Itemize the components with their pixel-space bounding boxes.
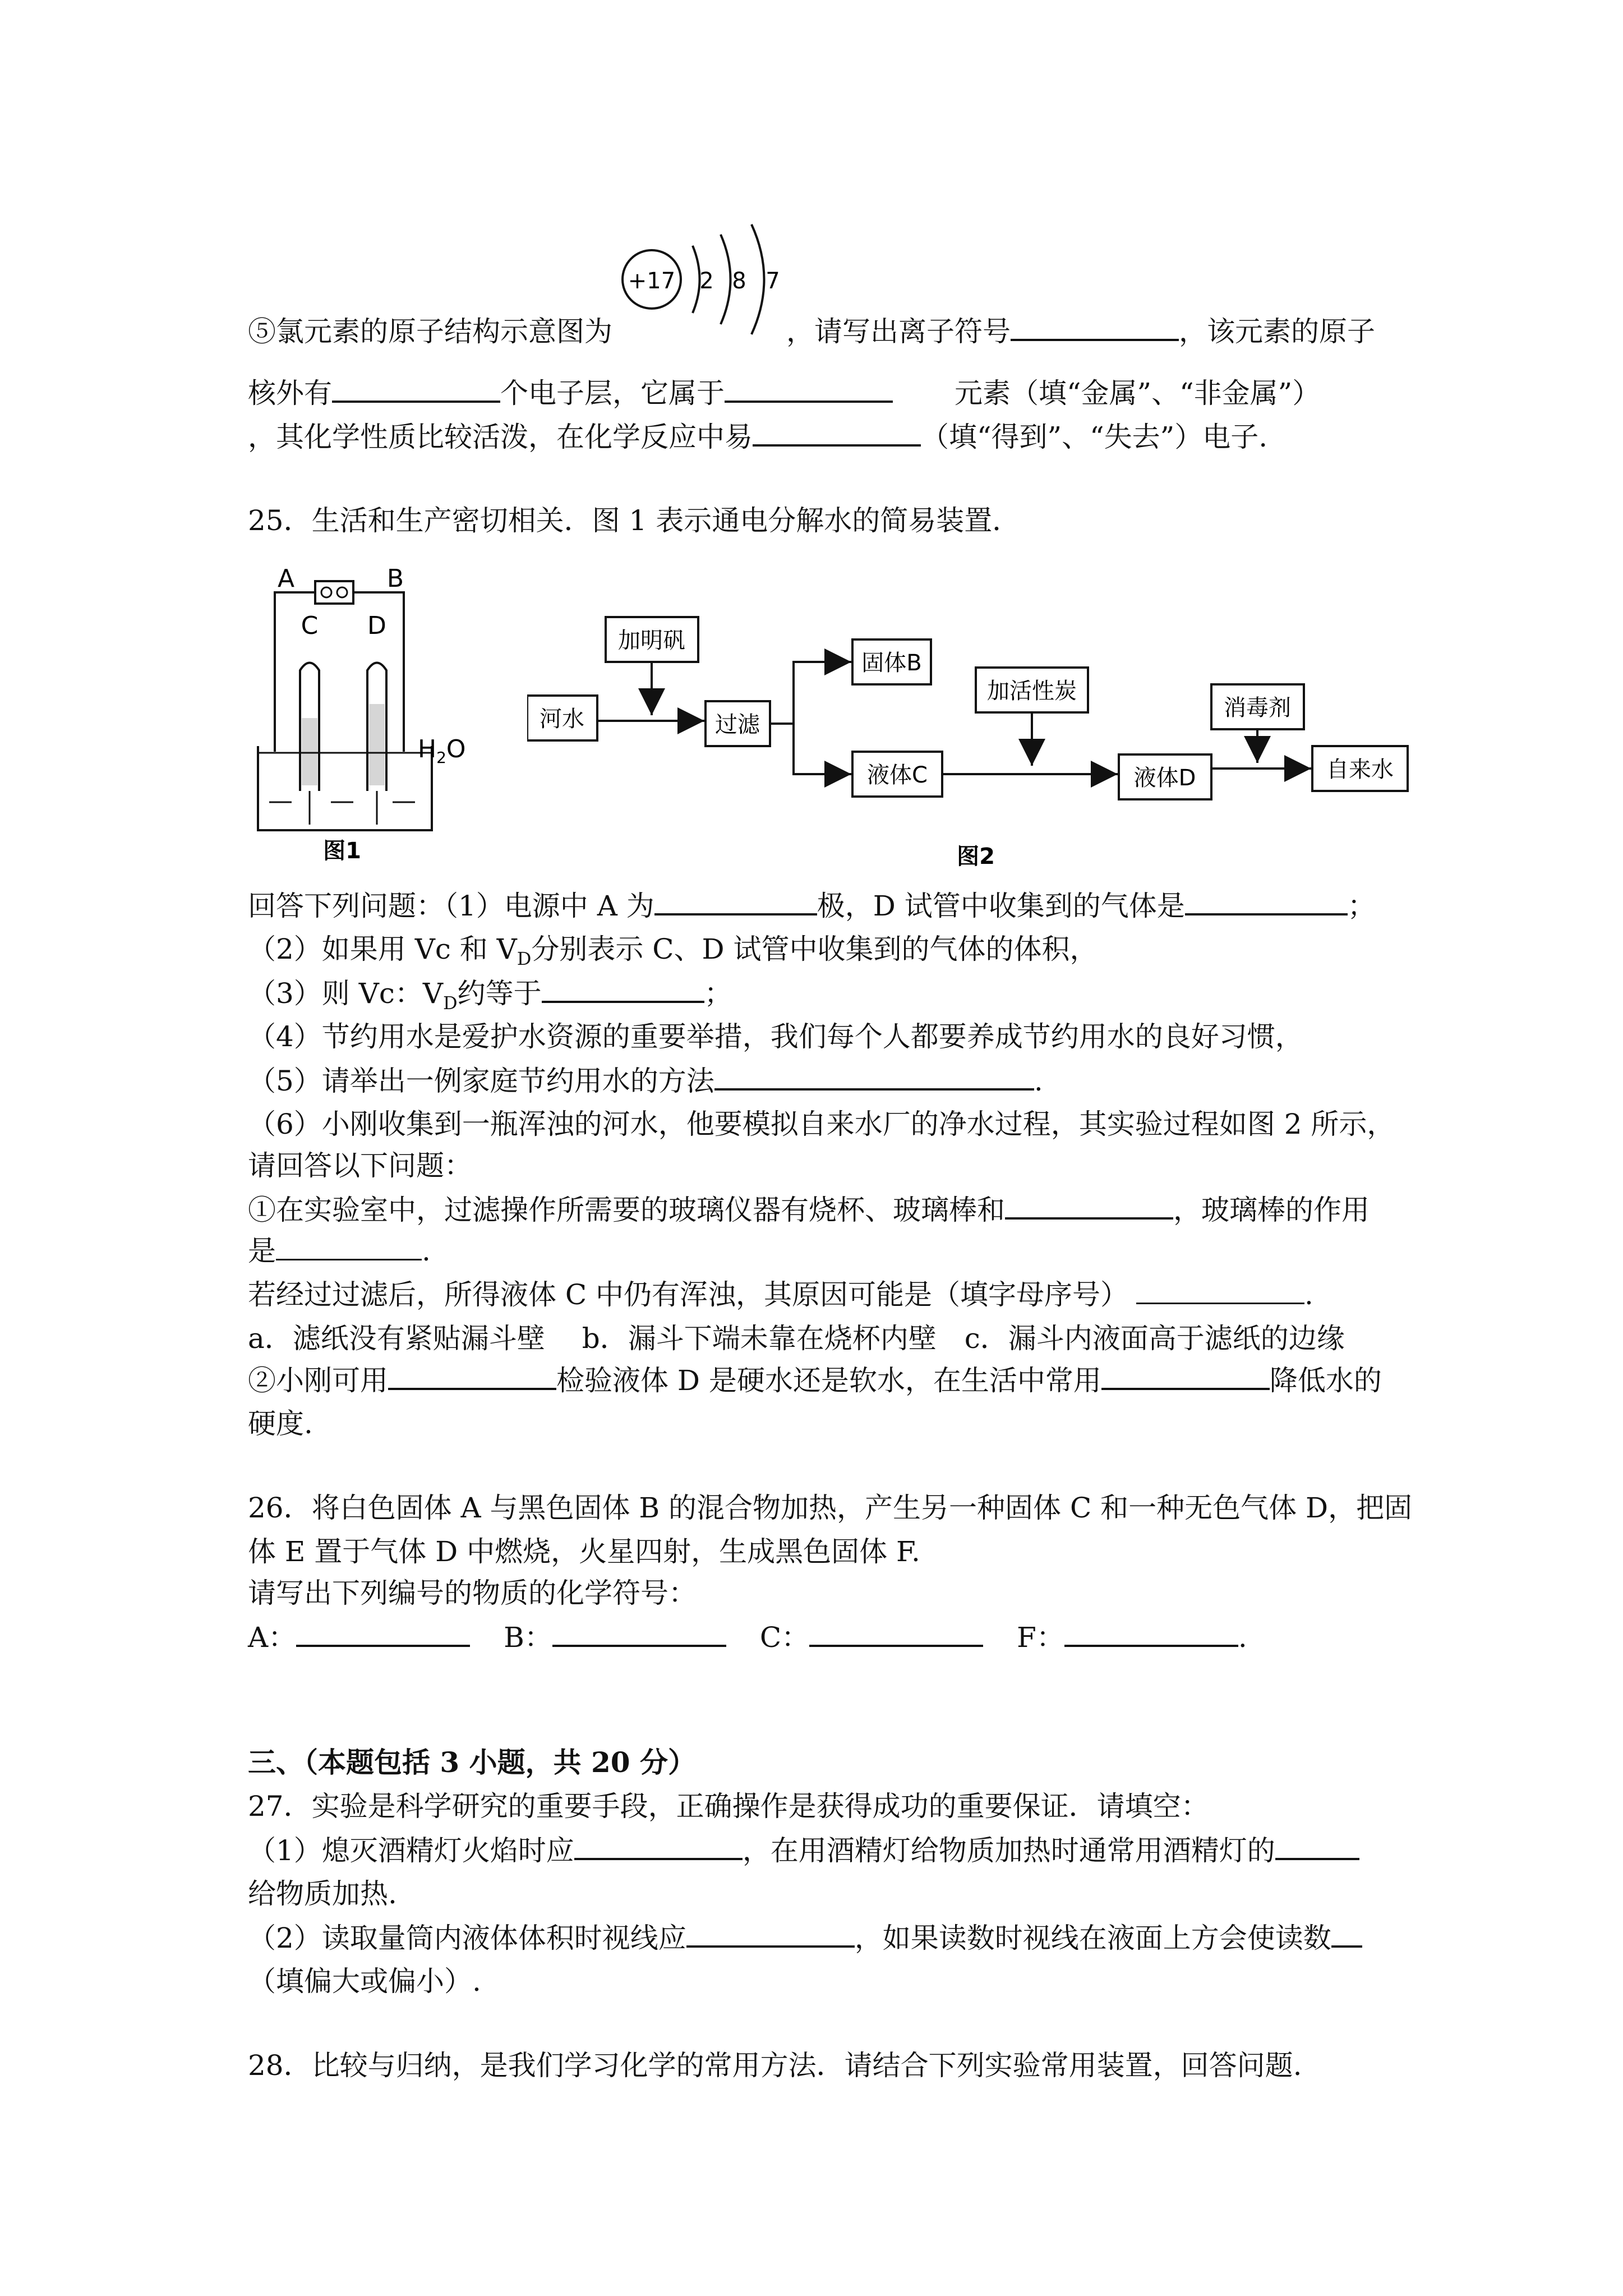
blank-sight-line[interactable] bbox=[686, 1920, 855, 1948]
label-c: C bbox=[301, 611, 319, 640]
q25-sub1-line-1: ①在实验室中，过滤操作所需要的玻璃仪器有烧杯、玻璃棒和 ，玻璃棒的作用 bbox=[248, 1191, 1370, 1228]
blank-glass-rod-role[interactable] bbox=[276, 1233, 422, 1260]
q25-line-6a: （6）小刚收集到一瓶浑浊的河水，他要模拟自来水厂的净水过程，其实验过程如图 2 所示， bbox=[248, 1108, 1395, 1140]
blank-electrode[interactable] bbox=[654, 887, 817, 915]
q27-p2-line-2: （填偏大或偏小）. bbox=[248, 1965, 481, 1998]
q26-line-1: 26．将白色固体 A 与黑色固体 B 的混合物加热，产生另一种固体 C 和一种无色气体 D，把固 bbox=[248, 1492, 1413, 1524]
q25-line-4: （4）节约用水是爱护水资源的重要举措，我们每个人都要养成节约用水的良好习惯， bbox=[248, 1020, 1303, 1053]
figure-1-caption: 图1 bbox=[323, 838, 361, 864]
blank-gas-d[interactable] bbox=[1185, 887, 1348, 915]
q27-p1-line-1: （1）熄灭酒精灯火焰时应 ，在用酒精灯给物质加热时通常用酒精灯的 bbox=[248, 1832, 1359, 1869]
svg-text:液体D: 液体D bbox=[1133, 765, 1196, 791]
blank-symbol-f[interactable] bbox=[1064, 1619, 1238, 1647]
label-b: B bbox=[386, 564, 404, 593]
shell-2-electrons: 8 bbox=[732, 268, 746, 294]
q24-line-2: 核外有 个电子层，它属于 元素（填“金属”、“非金属”） bbox=[248, 375, 1320, 411]
blank-flame-part[interactable] bbox=[1275, 1832, 1359, 1860]
q25-line-6b: 请回答以下问题： bbox=[248, 1149, 472, 1182]
shell-1-electrons: 2 bbox=[699, 268, 714, 294]
figure-2-caption: 图2 bbox=[957, 844, 995, 869]
blank-gain-lose[interactable] bbox=[753, 418, 921, 447]
q25-sub1-line-3: 若经过过滤后，所得液体 C 中仍有浑浊，其原因可能是（填字母序号） . bbox=[248, 1277, 1313, 1313]
svg-text:消毒剂: 消毒剂 bbox=[1224, 695, 1291, 721]
blank-symbol-a[interactable] bbox=[296, 1619, 470, 1647]
svg-text:河水: 河水 bbox=[540, 706, 584, 732]
q25-sub2-line-2: 硬度. bbox=[248, 1407, 313, 1440]
q26-answer-line: A： B： C： F： . bbox=[248, 1619, 1247, 1655]
water-formula: $H_2O$ bbox=[418, 735, 466, 767]
section-3-heading: 三、（本题包括 3 小题，共 20 分） bbox=[248, 1746, 696, 1779]
svg-text:过滤: 过滤 bbox=[715, 712, 760, 738]
q25-line-3: （3）则 Vc：$V_D$约等于 ； bbox=[248, 975, 732, 1021]
q27-intro: 27．实验是科学研究的重要手段，正确操作是获得成功的重要保证．请填空： bbox=[248, 1790, 1209, 1823]
arrow-filter-branch bbox=[770, 662, 851, 724]
q24-line-1: ⑤氯元素的原子结构示意图为 ，请写出离子符号 ，该元素的原子 bbox=[248, 313, 1375, 349]
label-d: D bbox=[367, 611, 386, 640]
svg-text:固体B: 固体B bbox=[861, 650, 922, 676]
figure-1-electrolysis bbox=[247, 555, 494, 869]
nucleus-charge: +17 bbox=[628, 268, 676, 294]
blank-extinguish[interactable] bbox=[574, 1832, 743, 1860]
q25-line-2: （2）如果用 Vc 和 $V_D$分别表示 C、D 试管中收集到的气体的体积， bbox=[248, 933, 1098, 969]
blank-shell-count[interactable] bbox=[332, 375, 500, 403]
q27-p2-line-1: （2）读取量筒内液体体积时视线应 ，如果读数时视线在液面上方会使读数 bbox=[248, 1920, 1362, 1956]
svg-text:加活性炭: 加活性炭 bbox=[987, 678, 1077, 704]
blank-reading-bias[interactable] bbox=[1331, 1920, 1362, 1948]
blank-symbol-c[interactable] bbox=[809, 1619, 983, 1647]
q25-intro: 25．生活和生产密切相关．图 1 表示通电分解水的简易装置． bbox=[248, 504, 1021, 537]
figure-2-purification-flow bbox=[527, 606, 1424, 869]
blank-water-saving[interactable] bbox=[714, 1062, 1034, 1091]
q26-line-2: 体 E 置于气体 D 中燃烧，火星四射，生成黑色固体 F. bbox=[248, 1535, 920, 1568]
water-trough bbox=[258, 746, 432, 830]
q26-line-3: 请写出下列编号的物质的化学符号： bbox=[248, 1577, 697, 1609]
q25-line-1: 回答下列问题：（1）电源中 A 为 极，D 试管中收集到的气体是 ； bbox=[248, 887, 1376, 924]
blank-symbol-b[interactable] bbox=[552, 1619, 726, 1647]
svg-text:液体C: 液体C bbox=[867, 762, 928, 788]
q27-p1-line-2: 给物质加热. bbox=[248, 1878, 397, 1910]
q25-line-5: （5）请举出一例家庭节约用水的方法 . bbox=[248, 1062, 1043, 1099]
blank-element-type[interactable] bbox=[725, 375, 893, 403]
label-a: A bbox=[277, 564, 295, 593]
q25-sub1-line-2: 是 . bbox=[248, 1233, 431, 1269]
blank-volume-ratio[interactable] bbox=[542, 975, 704, 1003]
blank-turbid-reason[interactable] bbox=[1136, 1277, 1304, 1304]
svg-text:自来水: 自来水 bbox=[1326, 757, 1394, 783]
q28-intro: 28．比较与归纳，是我们学习化学的常用方法．请结合下列实验常用装置，回答问题. bbox=[248, 2049, 1302, 2082]
q25-sub2-line-1: ②小刚可用 检验液体 D 是硬水还是软水，在生活中常用 降低水的 bbox=[248, 1362, 1382, 1398]
blank-glass-instrument[interactable] bbox=[1005, 1191, 1173, 1220]
q24-line-3: ，其化学性质比较活泼，在化学反应中易 （填“得到”、“失去”）电子. bbox=[248, 418, 1267, 455]
blank-hard-water-test[interactable] bbox=[388, 1362, 556, 1390]
svg-text:加明矾: 加明矾 bbox=[618, 628, 685, 654]
blank-softening-method[interactable] bbox=[1101, 1362, 1270, 1390]
shell-3-electrons: 7 bbox=[766, 268, 780, 294]
blank-ion-symbol[interactable] bbox=[1011, 313, 1179, 341]
q25-options: a．滤纸没有紧贴漏斗壁 b．漏斗下端未靠在烧杯内壁 c．漏斗内液面高于滤纸的边缘 bbox=[248, 1322, 1345, 1355]
